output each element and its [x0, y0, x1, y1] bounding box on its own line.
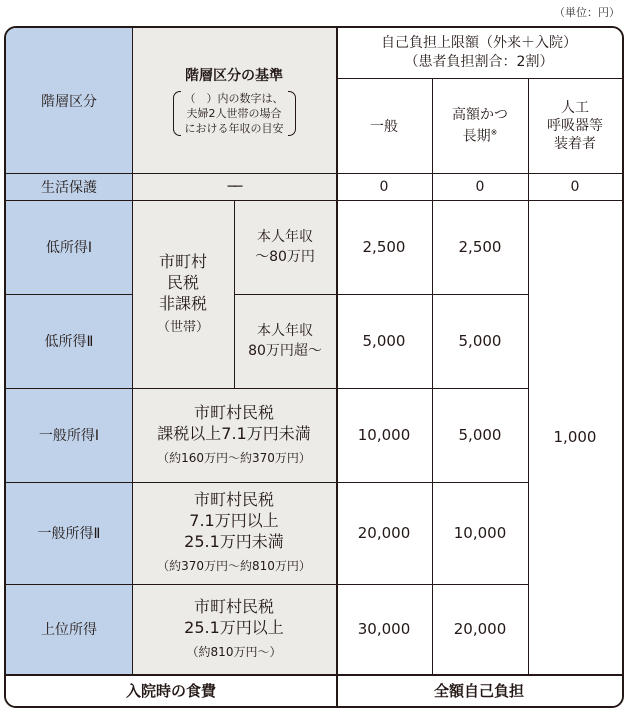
grid-line	[6, 200, 622, 201]
unit-label: （単位：円）	[554, 6, 620, 19]
header-tier-label: 階層区分	[41, 93, 97, 110]
grid-line	[6, 388, 528, 389]
value-cell: 0	[379, 178, 389, 195]
col-high-mark: ※	[490, 127, 498, 137]
col-vent-label: 人工	[561, 99, 589, 116]
row-welfare-general	[336, 173, 432, 200]
grid-line	[6, 294, 132, 295]
tier-label: 生活保護	[41, 179, 97, 196]
basis-line: 課税以上7.1万円未満	[157, 423, 311, 443]
row-welfare-vent	[528, 173, 622, 200]
limit-title: 自己負担上限額（外来＋入院）	[381, 35, 577, 51]
tier-label: 低所得Ⅰ	[45, 240, 93, 256]
row-gen1-high	[432, 388, 528, 482]
row-upper-general	[336, 584, 432, 674]
tier-label: 一般所得Ⅱ	[37, 526, 101, 542]
value-cell: 20,000	[453, 620, 507, 638]
basis-line: 25.1万円未満	[184, 532, 284, 551]
basis-note-line: 夫婦2人世帯の場合	[186, 107, 282, 120]
row-gen1-basis	[132, 388, 336, 482]
row-welfare-high	[432, 173, 528, 200]
basis-sub: （世帯）	[156, 319, 209, 335]
basis-line: 民税	[166, 272, 199, 292]
grid-line	[336, 78, 622, 79]
grid-line	[6, 674, 622, 676]
header-high	[432, 78, 528, 173]
value-cell: 0	[475, 178, 485, 195]
basis-line: 市町村	[158, 251, 207, 271]
grid-line	[6, 584, 528, 585]
income-line: 本人年収	[257, 323, 313, 339]
income-line: 80万円超～	[248, 343, 322, 359]
row-low1-general	[336, 200, 432, 294]
limit-sub: （患者負担割合：2割）	[404, 54, 554, 70]
meal-label: 入院時の食費	[125, 681, 216, 700]
row-gen1-general	[336, 388, 432, 482]
grid-line	[234, 294, 528, 295]
grid-line	[6, 173, 622, 174]
row-gen2-high	[432, 482, 528, 584]
row-low-basis	[132, 200, 234, 388]
value-cell: 0	[570, 178, 580, 195]
tier-label: 上位所得	[41, 622, 97, 638]
grid-line	[528, 78, 529, 674]
row-low2-high	[432, 294, 528, 388]
col-high-label-2: 長期	[462, 128, 491, 145]
row-gen1-tier	[6, 388, 132, 482]
value-cell: 20,000	[357, 524, 411, 542]
row-low1-high	[432, 200, 528, 294]
basis-sub: （約160万円～約370万円）	[157, 450, 311, 465]
basis-line: 非課税	[158, 293, 207, 313]
vent-shared-value	[528, 200, 622, 674]
header-tier	[6, 28, 132, 173]
grid-line	[336, 28, 338, 706]
income-line: ～80万円	[255, 249, 315, 265]
grid-line	[234, 200, 235, 388]
basis-note	[173, 91, 296, 136]
header-vent	[528, 78, 622, 173]
row-upper-high	[432, 584, 528, 674]
col-vent-label: 装着者	[554, 135, 596, 152]
value-cell: 10,000	[453, 524, 507, 542]
basis-note-line: における年収の目安	[184, 122, 284, 135]
basis-line: 市町村民税	[193, 402, 274, 422]
row-welfare-tier	[6, 173, 132, 200]
basis-sub: （約810万円～）	[186, 644, 282, 659]
row-upper-basis	[132, 584, 336, 674]
footer-meal-label	[6, 674, 336, 706]
tier-label: 低所得Ⅱ	[44, 334, 94, 350]
header-basis	[132, 28, 336, 173]
value-cell: 30,000	[357, 620, 411, 638]
header-limit	[336, 28, 622, 78]
row-low1-tier	[6, 200, 132, 294]
basis-note-line: （ ）内の数字は、	[184, 92, 284, 105]
value-cell: 5,000	[362, 332, 406, 350]
basis-title: 階層区分の基準	[185, 68, 283, 84]
grid-line	[6, 482, 528, 483]
col-vent-label: 呼吸器等	[547, 117, 603, 134]
col-general-label: 一般	[370, 118, 398, 135]
row-gen2-tier	[6, 482, 132, 584]
row-gen2-basis	[132, 482, 336, 584]
grid-line	[432, 78, 433, 674]
basis-sub: （約370万円～約810万円）	[157, 559, 311, 573]
row-gen2-general	[336, 482, 432, 584]
row-low2-general	[336, 294, 432, 388]
value-cell: 5,000	[458, 426, 502, 444]
basis-line: 7.1万円以上	[189, 511, 279, 530]
cost-table	[4, 26, 624, 708]
value-cell: 10,000	[357, 426, 411, 444]
col-high-label: 高額かつ	[452, 106, 508, 123]
row-welfare-basis	[132, 173, 336, 200]
basis-line: 市町村民税	[193, 596, 274, 616]
row-low2-tier	[6, 294, 132, 388]
row-upper-tier	[6, 584, 132, 674]
basis-dash: ──	[227, 178, 241, 195]
basis-line: 25.1万円以上	[184, 617, 284, 637]
header-general	[336, 78, 432, 173]
value-cell: 2,500	[362, 238, 406, 256]
value-cell: 1,000	[553, 428, 597, 446]
grid-line	[132, 28, 133, 674]
footer-meal-value	[336, 674, 622, 706]
value-cell: 5,000	[458, 332, 502, 350]
tier-label: 一般所得Ⅰ	[38, 428, 100, 444]
meal-value: 全額自己負担	[433, 681, 524, 700]
row-low1-income	[234, 200, 336, 294]
income-line: 本人年収	[257, 229, 313, 245]
row-low2-income	[234, 294, 336, 388]
basis-line: 市町村民税	[193, 490, 274, 509]
value-cell: 2,500	[458, 238, 502, 256]
